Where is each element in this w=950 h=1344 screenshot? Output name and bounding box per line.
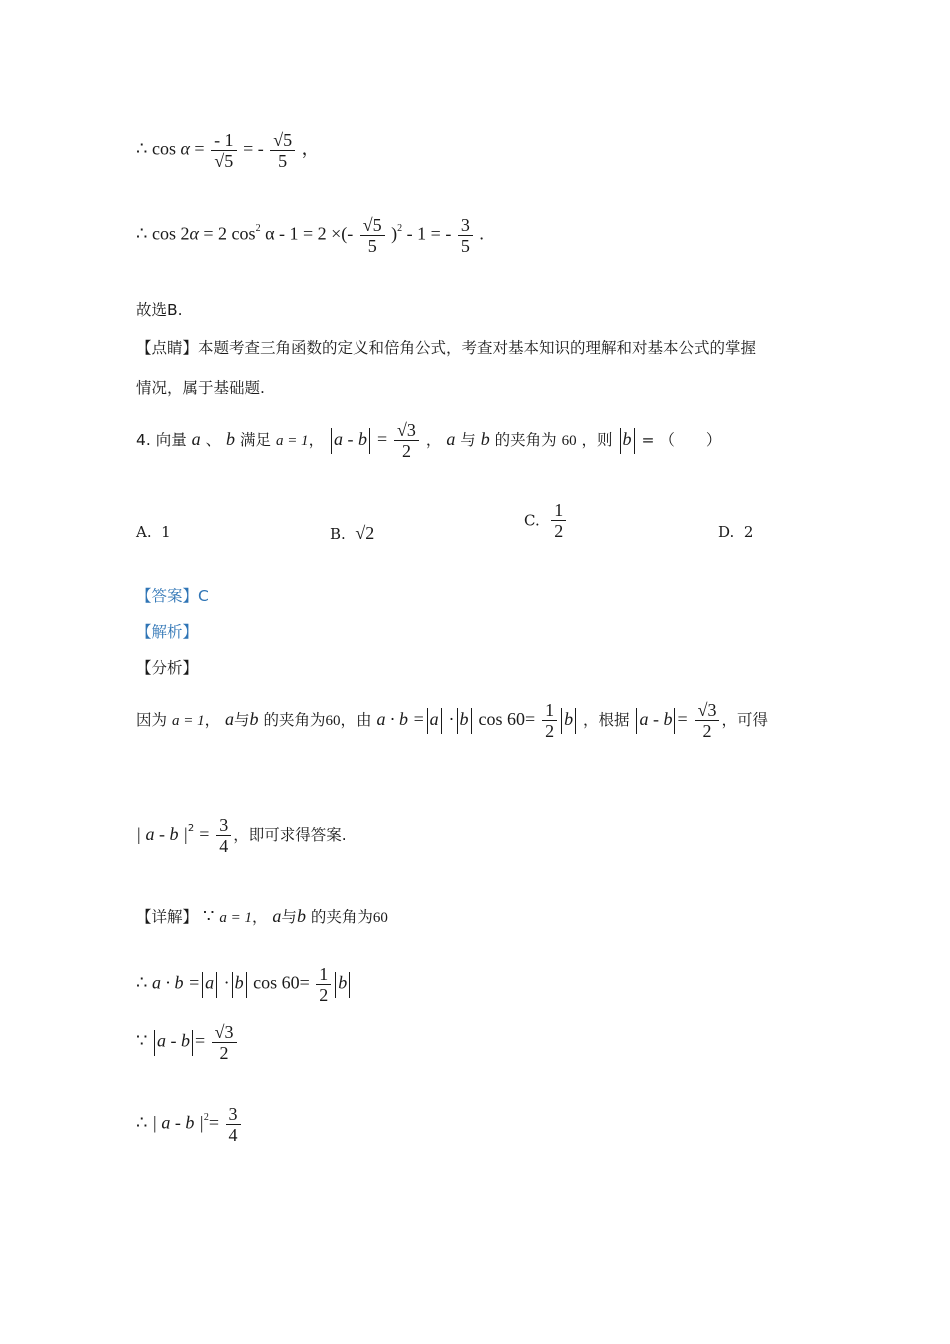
equation-cos-alpha: ∴ cos α = $\frac{- 1}{√5}$ = - $\frac{√5}{5}$ ， <box>136 130 320 171</box>
dianjing-label: 【点睛】 <box>136 339 199 357</box>
option-d[interactable]: D. 2 <box>718 523 754 541</box>
question-4: 4. 向量 a 、 b 满足 a = 1， a - b = $\frac{√3}{2}$ ， a 与 b 的夹角为 60 ，则 b = （ ） <box>136 420 722 461</box>
fraction: $\frac{1}{2}$ <box>316 964 331 1005</box>
equation-cos-2alpha: ∴ cos 2α = 2 $\cos^2 \alpha - 1 = 2$ ×(- $\frac{√5}{5}$ )$^2$ - 1 = - $\frac{3}{5}$ . <box>136 215 484 256</box>
analysis-line: 因为 a = 1， a与b 的夹角为60，由 a · b = a · b cos 60= $\frac{1}{2}$ b ，根据 a - b = $\frac{√3}{2}$ ，可得 <box>136 700 768 741</box>
option-b[interactable]: B. √2 <box>330 523 375 543</box>
therefore-symbol: ∴ <box>136 138 148 159</box>
therefore-symbol: ∴ <box>136 223 148 244</box>
analysis-line-2: | a - b $|^2$ = $\frac{3}{4}$ ，即可求得答案. <box>136 815 347 856</box>
option-a[interactable]: A. 1 <box>136 523 171 541</box>
answer-line: 【答案】C <box>136 587 209 605</box>
fraction: $\frac{1}{2}$ <box>551 500 566 541</box>
fraction: $\frac{- 1}{√5}$ <box>211 130 237 171</box>
fraction: $\frac{3}{4}$ <box>216 815 231 856</box>
choose-answer-text: 故选B. <box>136 301 183 319</box>
fraction: $\frac{√5}{5}$ <box>270 130 295 171</box>
option-c[interactable]: C. $\frac{1}{2}$ <box>524 500 568 541</box>
detail-step-1: ∴ a · b = a · b cos 60= $\frac{1}{2}$ b <box>136 964 352 1005</box>
fraction: $\frac{3}{4}$ <box>226 1104 241 1145</box>
detail-step-2: ∵ a - b = $\frac{√3}{2}$ <box>136 1022 239 1063</box>
dianjing-paragraph: 【点睛】本题考查三角函数的定义和倍角公式，考查对基本知识的理解和对基本公式的掌握 <box>136 339 757 357</box>
fraction: $\frac{1}{2}$ <box>542 700 557 741</box>
detail-line: 【详解】 ∵ a = 1， a与b 的夹角为60 <box>136 906 388 926</box>
fraction: $\frac{3}{5}$ <box>458 215 473 256</box>
fraction: $\frac{√3}{2}$ <box>212 1022 237 1063</box>
fenxi-label: 【分析】 <box>136 659 199 677</box>
fraction: $\frac{√3}{2}$ <box>695 700 720 741</box>
detail-label: 【详解】 <box>136 908 199 926</box>
dianjing-paragraph-cont: 情况，属于基础题. <box>136 379 265 397</box>
fraction: $\frac{√3}{2}$ <box>394 420 419 461</box>
jiexi-label: 【解析】 <box>136 623 199 641</box>
fraction: $\frac{√5}{5}$ <box>360 215 385 256</box>
detail-step-3: ∴ | a - b $|^2=$ $\frac{3}{4}$ <box>136 1104 243 1145</box>
